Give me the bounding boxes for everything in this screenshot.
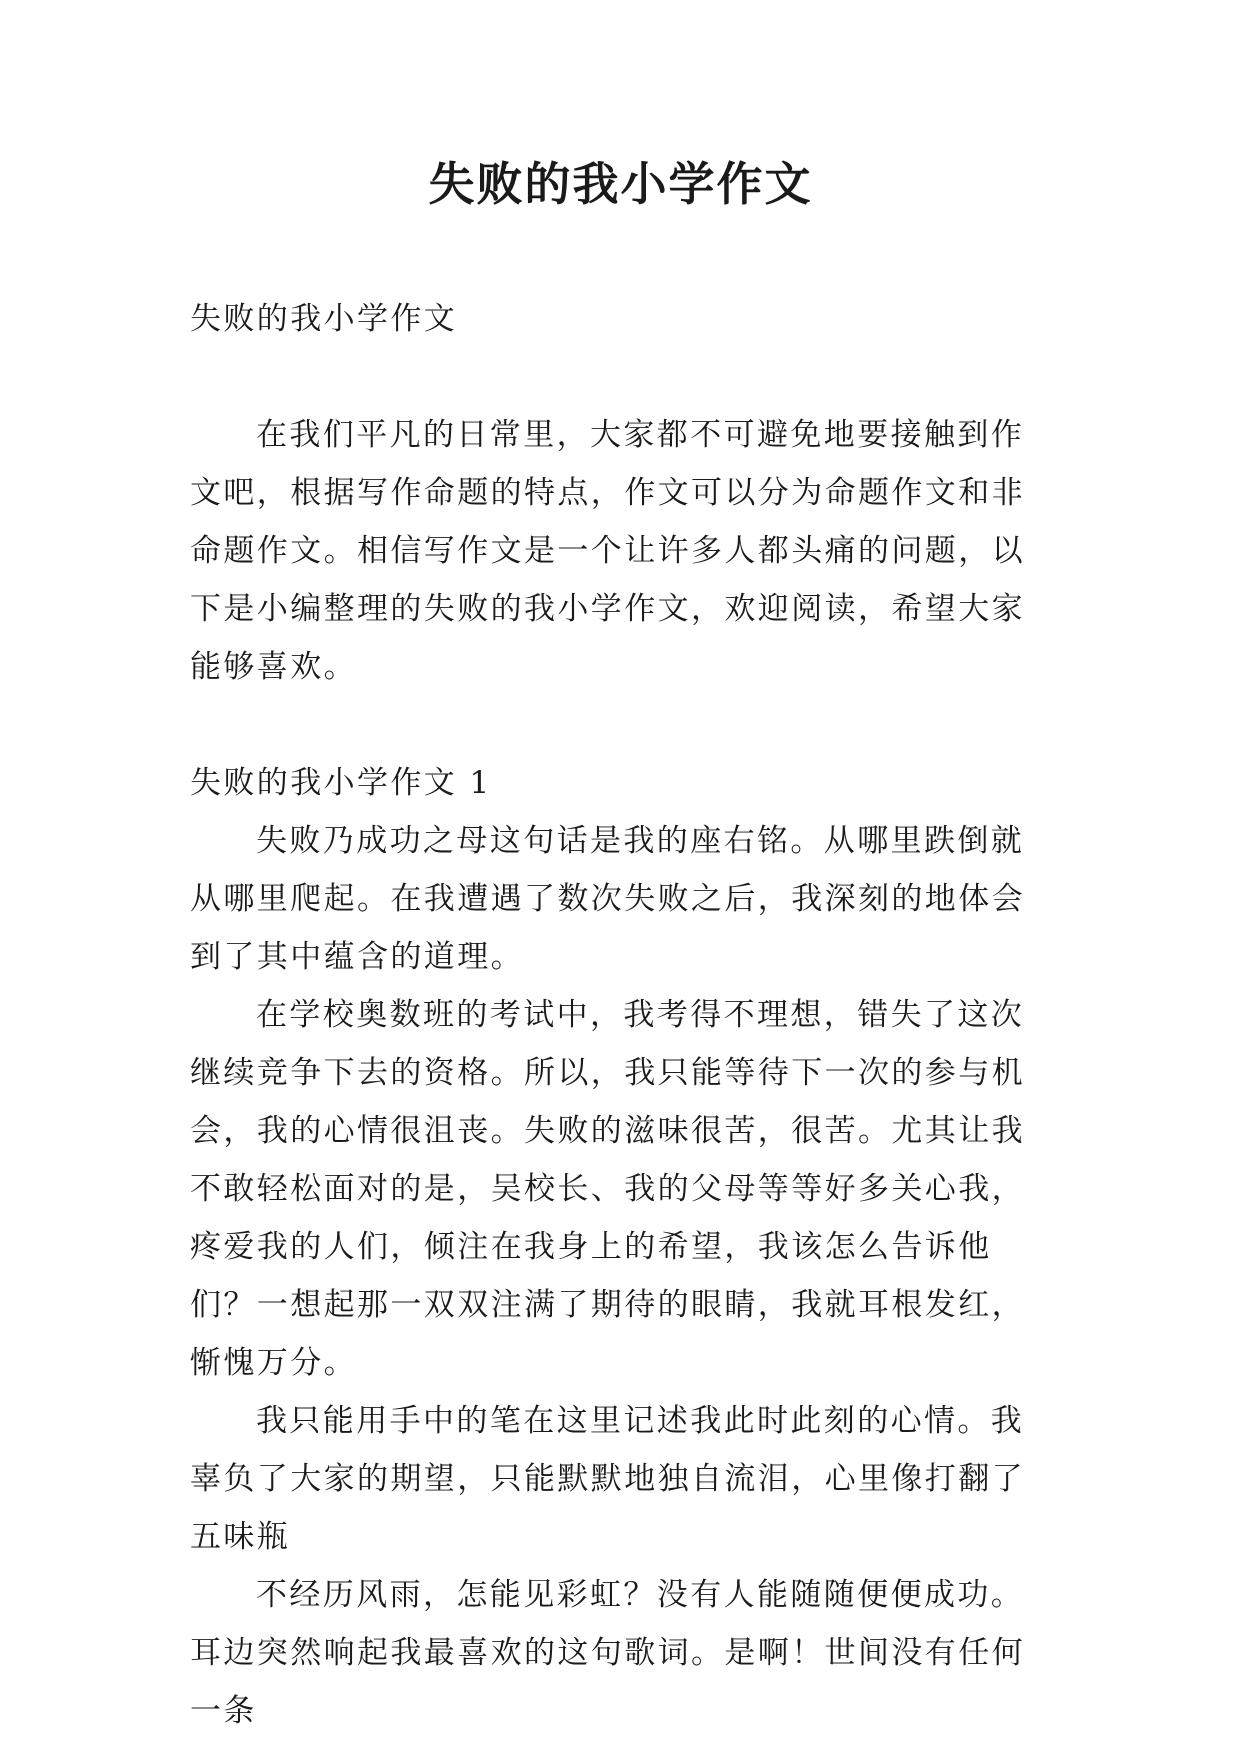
intro-paragraph: 在我们平凡的日常里，大家都不可避免地要接触到作文吧，根据写作命题的特点，作文可以分为命题作文和非命题作文。相信写作文是一个让许多人都头痛的问题，以下是小编整理的失败的我小学作文，欢迎阅读，希望大家能够喜欢。 — [190, 417, 1025, 685]
document-subtitle: 失败的我小学作文 — [190, 301, 458, 337]
section-heading: 失败的我小学作文 1 — [190, 765, 492, 801]
document-title: 失败的我小学作文 — [428, 157, 813, 211]
body-paragraph: 不经历风雨，怎能见彩虹？没有人能随随便便成功。耳边突然响起我最喜欢的这句歌词。是啊！世间没有任何一条 — [190, 1577, 1025, 1729]
body-paragraph: 失败乃成功之母这句话是我的座右铭。从哪里跌倒就从哪里爬起。在我遭遇了数次失败之后，我深刻的地体会到了其中蕴含的道理。 — [190, 823, 1025, 975]
body-paragraph: 我只能用手中的笔在这里记述我此时此刻的心情。我辜负了大家的期望，只能默默地独自流泪，心里像打翻了五味瓶 — [190, 1403, 1025, 1555]
document-body — [190, 290, 1054, 1740]
body-paragraph: 在学校奥数班的考试中，我考得不理想，错失了这次继续竞争下去的资格。所以，我只能等待下一次的参与机会，我的心情很沮丧。失败的滋味很苦，很苦。尤其让我不敢轻松面对的是，吴校长、我的父母等等好多关心我，疼爱我的人们，倾注在我身上的希望，我该怎么告诉他们？一想起那一双双注满了期待的眼睛，我就耳根发红，惭愧万分。 — [190, 997, 1025, 1381]
